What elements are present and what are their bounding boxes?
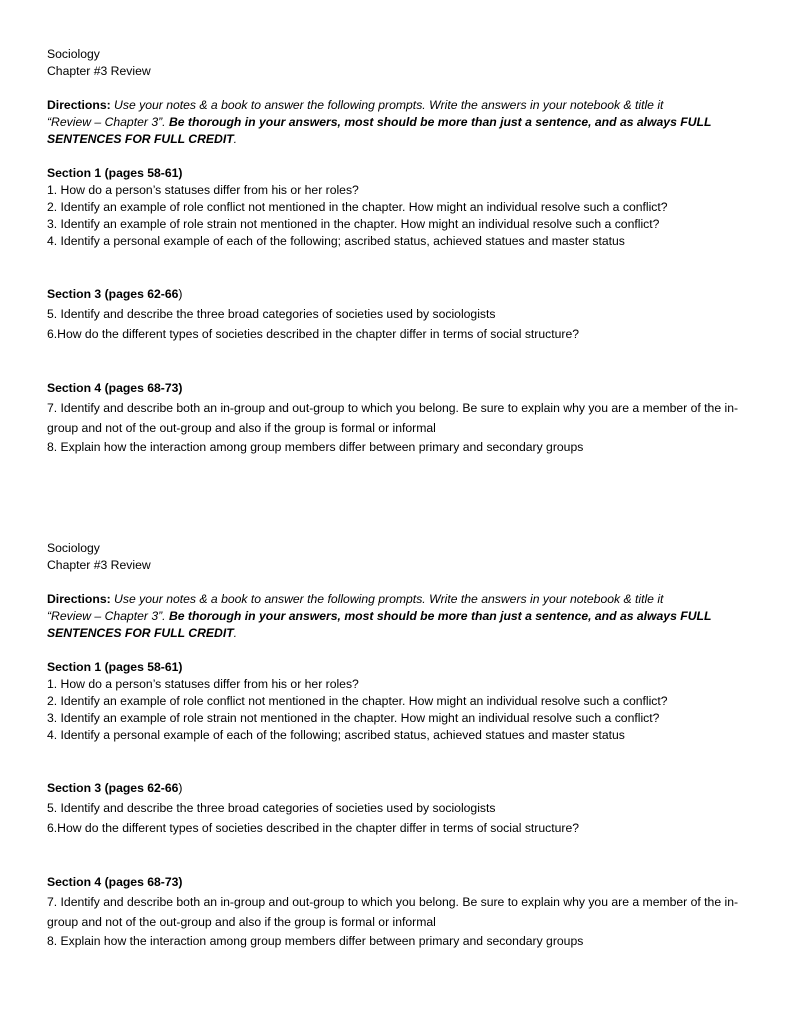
question-2: 2. Identify an example of role conflict not mentioned in the chapter. How might an individual resolve such a conflict? (47, 694, 668, 708)
chapter-title: Chapter #3 Review (47, 558, 151, 572)
question-4: 4. Identify a personal example of each of the following; ascribed status, achieved statues and master status (47, 234, 625, 248)
question-1: 1. How do a person’s statuses differ from his or her roles? (47, 183, 359, 197)
question-3: 3. Identify an example of role strain not mentioned in the chapter. How might an individual resolve such a conflict? (47, 711, 660, 725)
section-1-title: Section 1 (pages 58-61) (47, 166, 183, 180)
directions-label: Directions: (47, 592, 111, 606)
question-7: 7. Identify and describe both an in-group and out-group to which you belong. Be sure to explain why you are a member of the in- group and not of the out-group and also if the group is formal or informal (47, 401, 739, 435)
directions-emphasis: Be thorough in your answers, most should be more than just a sentence, and as always FULL SENTENCES FOR FULL CREDIT (47, 609, 712, 640)
question-6: 6.How do the different types of societies described in the chapter differ in terms of social structure? (47, 820, 580, 835)
question-3: 3. Identify an example of role strain not mentioned in the chapter. How might an individual resolve such a conflict? (47, 217, 660, 231)
question-8: 8. Explain how the interaction among group members differ between primary and secondary groups (47, 934, 584, 948)
question-4: 4. Identify a personal example of each of the following; ascribed status, achieved statues and master status (47, 728, 625, 742)
section-1-title: Section 1 (pages 58-61) (47, 660, 183, 674)
directions-text-2: “Review – Chapter 3”. (47, 609, 169, 623)
worksheet-copy-1 (47, 46, 747, 458)
chapter-title: Chapter #3 Review (47, 64, 151, 78)
section-3-title (47, 780, 747, 797)
section-3-title-end: ) (178, 781, 183, 795)
course-title: Sociology (47, 541, 100, 555)
course-title: Sociology (47, 47, 100, 61)
question-5: 5. Identify and describe the three broad categories of societies used by sociologists (47, 801, 496, 815)
section-3-title-text: Section 3 (pages 62-66 (47, 287, 179, 301)
worksheet-copy-2 (47, 540, 747, 952)
directions-emphasis: Be thorough in your answers, most should be more than just a sentence, and as always FULL SENTENCES FOR FULL CREDIT (47, 115, 712, 146)
directions-text-1: Use your notes & a book to answer the following prompts. Write the answers in your notebook & title it (110, 98, 664, 112)
directions-text-2: “Review – Chapter 3”. (47, 115, 169, 129)
directions-end: . (233, 132, 238, 146)
directions (47, 97, 747, 148)
question-2: 2. Identify an example of role conflict not mentioned in the chapter. How might an individual resolve such a conflict? (47, 200, 668, 214)
section-4-title: Section 4 (pages 68-73) (47, 381, 183, 395)
directions-label: Directions: (47, 98, 111, 112)
directions-text-1: Use your notes & a book to answer the following prompts. Write the answers in your notebook & title it (110, 592, 664, 606)
question-5: 5. Identify and describe the three broad categories of societies used by sociologists (47, 307, 496, 321)
question-8: 8. Explain how the interaction among group members differ between primary and secondary groups (47, 440, 584, 454)
section-3-title-end: ) (178, 287, 183, 301)
directions-end: . (233, 626, 238, 640)
directions (47, 591, 747, 642)
question-1: 1. How do a person’s statuses differ from his or her roles? (47, 677, 359, 691)
section-3-title-text: Section 3 (pages 62-66 (47, 781, 179, 795)
section-3-title (47, 286, 747, 303)
question-7: 7. Identify and describe both an in-group and out-group to which you belong. Be sure to explain why you are a member of the in- group and not of the out-group and also if the group is formal or informal (47, 895, 739, 929)
section-4-title: Section 4 (pages 68-73) (47, 875, 183, 889)
question-6: 6.How do the different types of societies described in the chapter differ in terms of social structure? (47, 326, 580, 341)
